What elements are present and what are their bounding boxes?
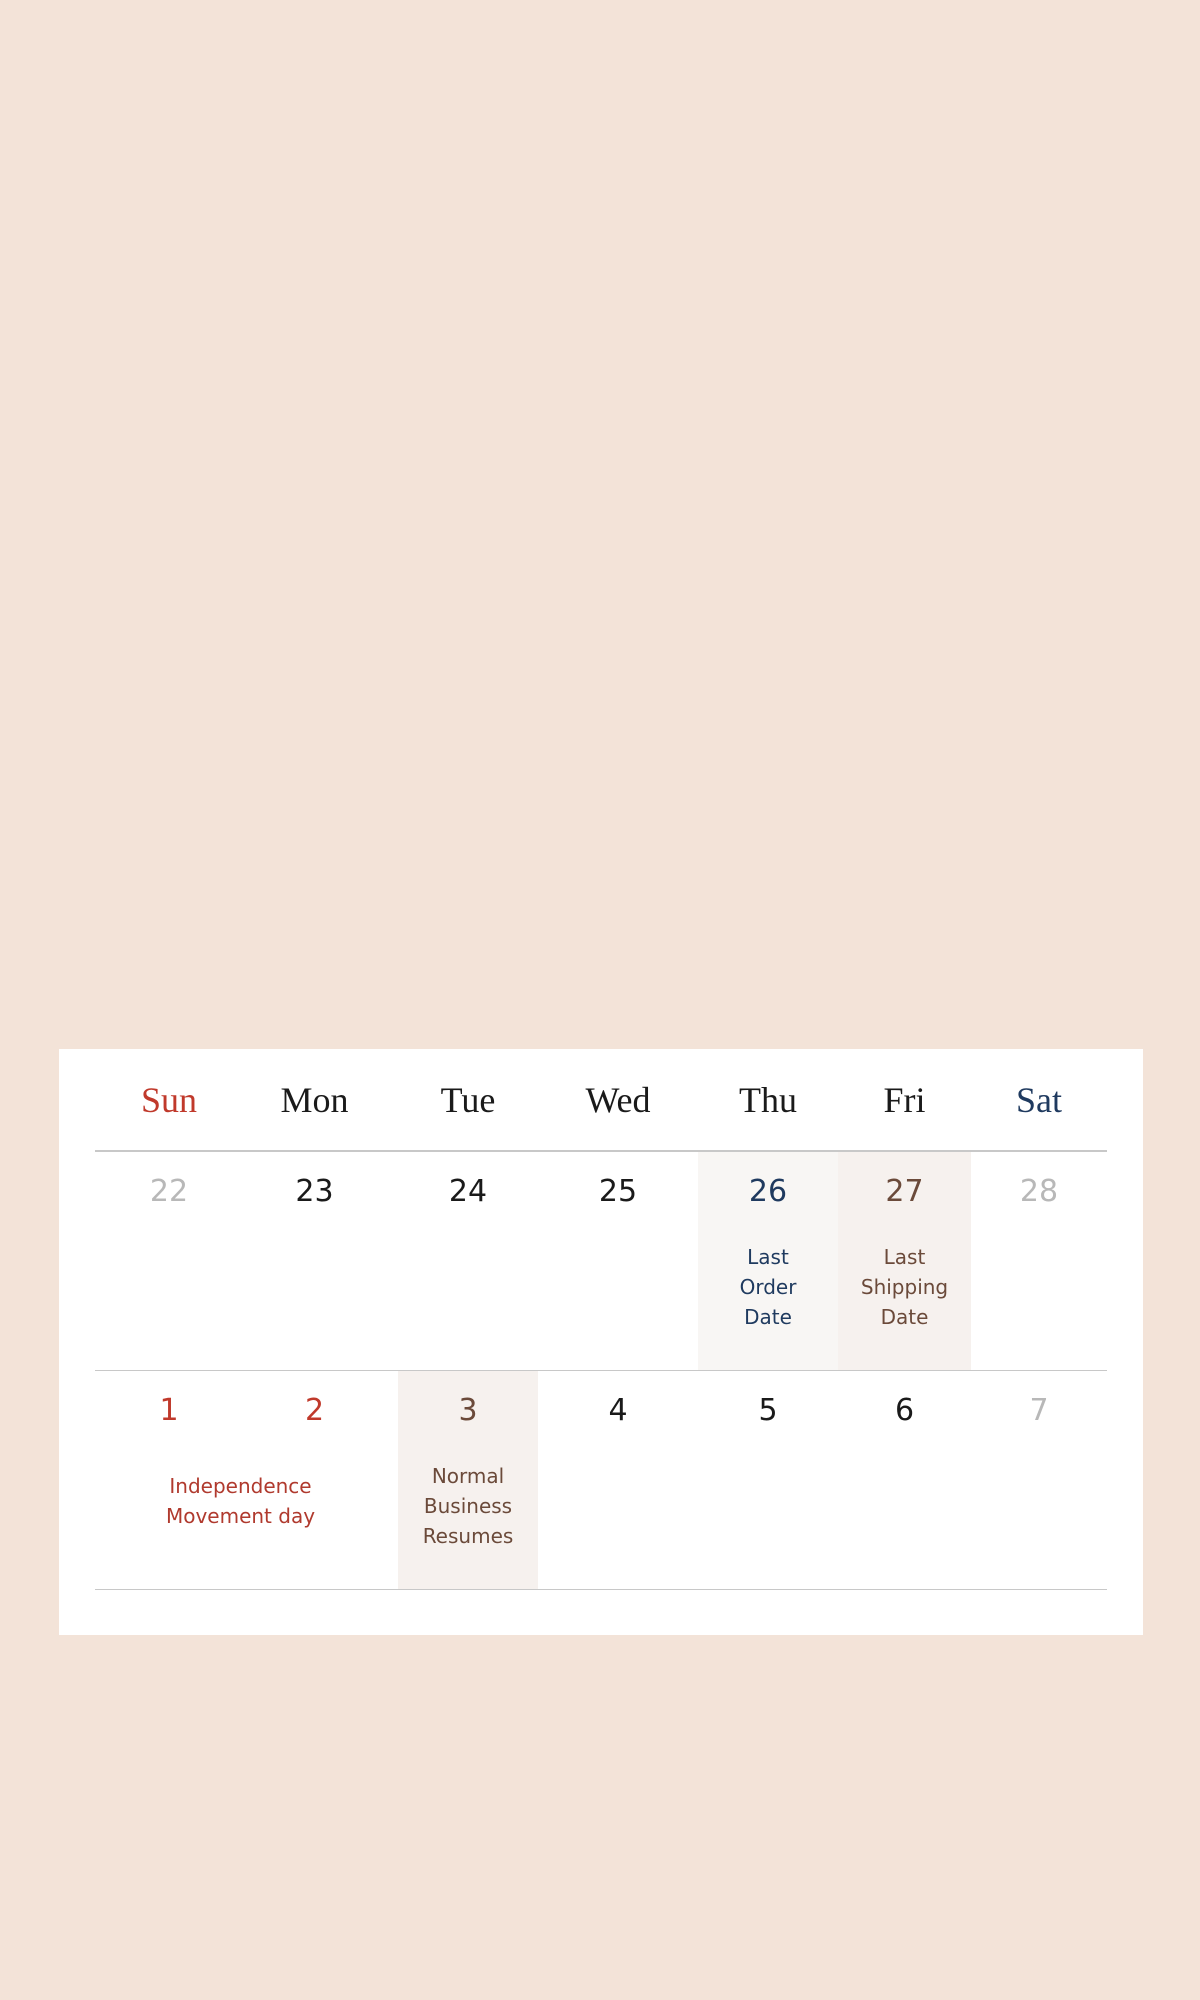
date-number: 5 (758, 1393, 778, 1428)
day-cell-26[interactable] (698, 1152, 838, 1370)
calendar-grid (95, 1049, 1107, 1590)
day-cell-28[interactable] (971, 1152, 1107, 1370)
date-number: 1 (159, 1393, 179, 1428)
event-last-order-date: Last Order Date (739, 1245, 797, 1329)
weekday-header-thu: Thu (739, 1079, 797, 1120)
day-cell-25[interactable] (538, 1152, 698, 1370)
date-number: 7 (1029, 1393, 1049, 1428)
date-number: 23 (295, 1174, 334, 1209)
weekday-header-tue: Tue (440, 1079, 496, 1120)
calendar-card (59, 1049, 1143, 1635)
weekday-header-mon: Mon (280, 1079, 349, 1120)
day-cell-22[interactable] (95, 1152, 243, 1370)
day-cell-23[interactable] (243, 1152, 386, 1370)
date-number: 27 (885, 1174, 924, 1209)
day-cell-7[interactable] (971, 1371, 1107, 1589)
date-number: 28 (1019, 1174, 1059, 1209)
day-cell-5[interactable] (698, 1371, 838, 1589)
date-number: 6 (894, 1393, 915, 1428)
weekday-header-row (95, 1049, 1107, 1152)
weekday-header-wed: Wed (585, 1079, 651, 1120)
date-number: 26 (748, 1174, 788, 1209)
date-number: 4 (608, 1393, 628, 1428)
week-row-1 (95, 1152, 1107, 1371)
date-number: 22 (149, 1174, 189, 1209)
date-number: 3 (458, 1393, 478, 1428)
weekday-header-sat: Sat (1015, 1079, 1062, 1120)
date-number: 25 (598, 1174, 638, 1209)
event-independence-movement-day: Independence Movement day (165, 1474, 316, 1528)
weekday-header-sun: Sun (140, 1079, 198, 1120)
date-number: 2 (304, 1393, 325, 1428)
day-cell-27[interactable] (838, 1152, 971, 1370)
weekday-header-fri: Fri (883, 1079, 926, 1120)
day-cell-6[interactable] (838, 1371, 971, 1589)
day-cell-4[interactable] (538, 1371, 698, 1589)
week-row-2 (95, 1371, 1107, 1590)
date-number: 24 (448, 1174, 488, 1209)
day-cell-3[interactable] (398, 1371, 538, 1589)
event-last-shipping-date: Last Shipping Date (860, 1245, 949, 1329)
event-normal-business-resumes: Normal Business Resumes (422, 1464, 514, 1548)
day-cell-24[interactable] (398, 1152, 538, 1370)
